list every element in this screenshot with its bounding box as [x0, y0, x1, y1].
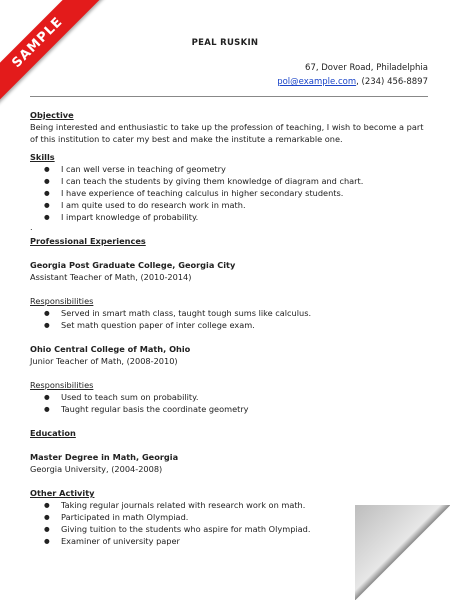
objective-line-2: of this institution to cater my best and make the institute a remarkable one.: [30, 134, 343, 144]
list-item: ● Used to teach sum on probability.: [61, 391, 430, 403]
phone: , (234) 456-8897: [356, 77, 428, 87]
degree: Master Degree in Math, Georgia: [30, 452, 179, 462]
header-divider: [30, 96, 428, 97]
list-item: ● Taught regular basis the coordinate geometry: [61, 403, 430, 415]
activity-heading: Other Activity: [30, 488, 95, 498]
list-item: ● Examiner of university paper: [61, 535, 430, 547]
experience-heading: Professional Experiences: [30, 236, 146, 246]
objective-line-1: Being interested and enthusiastic to take up the profession of teaching, I wish to become a part: [30, 122, 424, 132]
list-item: ● Giving tuition to the students who aspire for math Olympiad.: [61, 523, 430, 535]
responsibilities-heading: Responsibilities: [30, 296, 94, 306]
list-item: ● I can teach the students by giving them knowledge of diagram and chart.: [61, 175, 430, 187]
employer-name: Ohio Central College of Math, Ohio: [30, 344, 191, 354]
responsibilities-list: [30, 307, 430, 331]
email-phone-line: [277, 75, 428, 89]
address: 67, Dover Road, Philadelphia: [305, 63, 428, 73]
school: Georgia University, (2004-2008): [30, 464, 163, 474]
sample-ribbon: [0, 0, 110, 110]
list-item: ● I am quite used to do research work in math.: [61, 199, 430, 211]
page-curl: [355, 505, 450, 600]
contact-block: [277, 61, 428, 89]
skills-list: [30, 163, 430, 223]
job-role: Assistant Teacher of Math, (2010-2014): [30, 272, 192, 282]
candidate-name: PEAL RUSKIN: [191, 38, 259, 48]
objective-heading: Objective: [30, 110, 74, 120]
list-item: ● I can well verse in teaching of geometry: [61, 163, 430, 175]
trailing-dot: .: [30, 222, 33, 232]
resume-body: [30, 109, 430, 547]
list-item: ● Served in smart math class, taught tough sums like calculus.: [61, 307, 430, 319]
job-role: Junior Teacher of Math, (2008-2010): [30, 356, 178, 366]
education-heading: Education: [30, 428, 76, 438]
skills-heading: Skills: [30, 152, 55, 162]
list-item: ● Set math question paper of inter college exam.: [61, 319, 430, 331]
list-item: ● I have experience of teaching calculus in higher secondary students.: [61, 187, 430, 199]
responsibilities-list: [30, 391, 430, 415]
list-item: ● Participated in math Olympiad.: [61, 511, 430, 523]
responsibilities-heading: Responsibilities: [30, 380, 94, 390]
sample-label: SAMPLE: [0, 0, 104, 109]
list-item: ● I impart knowledge of probability.: [61, 211, 430, 223]
list-item: ● Taking regular journals related with research work on math.: [61, 499, 430, 511]
email-link[interactable]: pol@example.com: [277, 77, 357, 87]
employer-name: Georgia Post Graduate College, Georgia City: [30, 260, 236, 270]
